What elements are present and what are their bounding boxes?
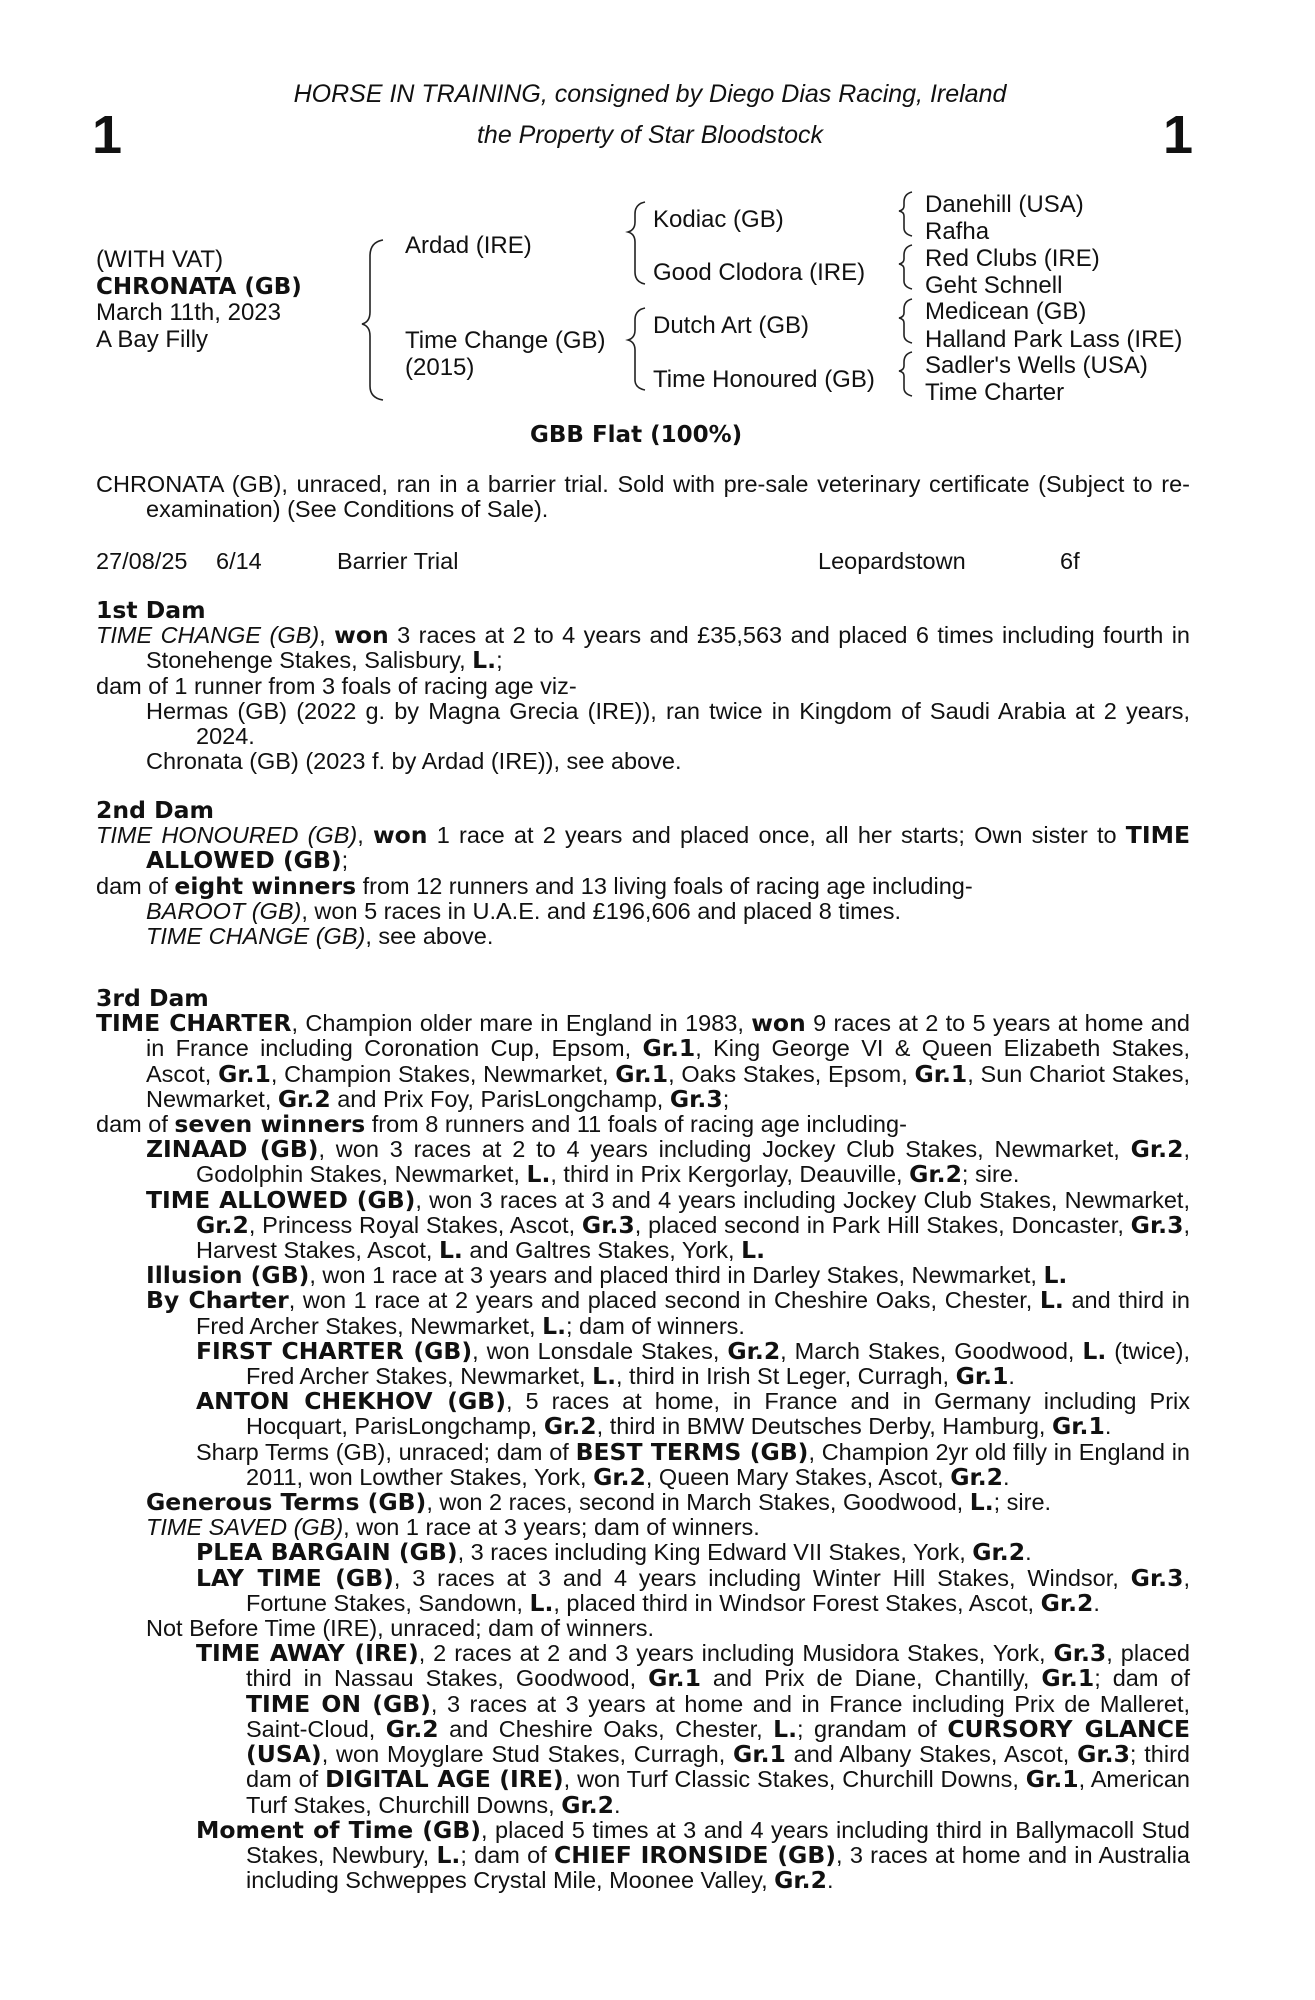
sdd-name: Geht Schnell <box>925 272 1063 299</box>
lot-number-left: 1 <box>92 105 123 165</box>
trial-venue: Leopardstown <box>818 548 966 574</box>
trial-distance: 6f <box>1060 548 1080 574</box>
third-dam-section <box>96 986 1190 1893</box>
horse-description: A Bay Filly <box>96 326 209 353</box>
property-line: the Property of Star Bloodstock <box>476 121 823 149</box>
first-dam-record: TIME CHANGE (GB), won 3 races at 2 to 4 years and £35,563 and placed 6 times including fourth in Stonehenge Stakes, Salisbury, L.; <box>96 621 1190 675</box>
sire-dam: Good Clodora (IRE) <box>653 259 866 286</box>
first-dam-produce-intro: dam of 1 runner from 3 foals of racing age viz- <box>96 672 577 699</box>
sire-name: Ardad (IRE) <box>405 232 532 259</box>
third-dam-title: 3rd Dam <box>96 984 209 1012</box>
produce-illusion: Illusion (GB), won 1 race at 3 years and placed third in Darley Stakes, Newmarket, L. <box>146 1261 1068 1290</box>
produce-sharp-terms: Sharp Terms (GB), unraced; dam of BEST TERMS (GB), Champion 2yr old filly in England in 2011, won Lowther Stakes, York, Gr.2, Queen Mary Stakes, Ascot, Gr.2. <box>196 1437 1190 1491</box>
first-dam-title: 1st Dam <box>96 596 206 624</box>
trial-date: 27/08/25 <box>96 548 188 574</box>
first-dam-section <box>96 598 1190 774</box>
produce-time-away: TIME AWAY (IRE), 2 races at 2 and 3 years including Musidora Stakes, York, Gr.3, placed third in Nassau Stakes, Goodwood, Gr.1 and Prix de Diane, Chantilly, Gr.1; dam of TIME ON (GB), 3 races at 3 years at home and in France including Prix de Malleret, Saint-Cloud, Gr.2 and Cheshire Oaks, Chester, L.; grandam of CURSORY GLANCE (USA), won Moyglare Stud Stakes, Curragh, Gr.1 and Albany Stakes, Ascot, Gr.3; third dam of DIGITAL AGE (IRE), won Turf Classic Stakes, Churchill Downs, Gr.1, American Turf Stakes, Churchill Downs, Gr.2. <box>196 1639 1191 1819</box>
horse-name: CHRONATA (GB) <box>96 274 302 300</box>
ddd-name: Time Charter <box>925 379 1065 406</box>
dam-year: (2015) <box>405 354 475 381</box>
produce-by-charter: By Charter, won 1 race at 2 years and placed second in Cheshire Oaks, Chester, L. and third in Fred Archer Stakes, Newmarket, L.; dam of winners. <box>146 1286 1190 1340</box>
dsd-name: Halland Park Lass (IRE) <box>925 326 1183 353</box>
third-dam-produce-intro: dam of seven winners from 8 runners and 11 foals of racing age including- <box>96 1110 907 1139</box>
produce-lay-time: LAY TIME (GB), 3 races at 3 and 4 years including Winter Hill Stakes, Windsor, Gr.3, Fortune Stakes, Sandown, L., placed third in Windsor Forest Stakes, Ascot, Gr.2. <box>196 1563 1190 1617</box>
produce-hermas: Hermas (GB) (2022 g. by Magna Grecia (IRE)), ran twice in Kingdom of Saudi Arabia at 2 years, 2024. <box>146 697 1190 750</box>
produce-time-saved: TIME SAVED (GB), won 1 race at 3 years; dam of winners. <box>146 1514 760 1541</box>
gbb-rating: GBB Flat (100%) <box>530 422 743 448</box>
dam-name: Time Change (GB) <box>405 327 606 354</box>
produce-zinaad: ZINAAD (GB), won 3 races at 2 to 4 years including Jockey Club Stakes, Newmarket, Gr.2, Godolphin Stakes, Newmarket, L., third in Prix Kergorlay, Deauville, Gr.2; sire. <box>146 1135 1190 1189</box>
dss-name: Medicean (GB) <box>925 298 1087 325</box>
summary-text: CHRONATA (GB), unraced, ran in a barrier trial. Sold with pre-sale veterinary certificate (Subject to re-examination) (See Conditions of Sale). <box>96 471 1190 523</box>
produce-plea-bargain: PLEA BARGAIN (GB), 3 races including King Edward VII Stakes, York, Gr.2. <box>196 1538 1032 1567</box>
consignment-line: HORSE IN TRAINING, consigned by Diego Dias Racing, Ireland <box>293 80 1007 108</box>
dam-sire: Dutch Art (GB) <box>653 312 810 339</box>
produce-chronata: Chronata (GB) (2023 f. by Ardad (IRE)), see above. <box>146 748 682 775</box>
produce-baroot: BAROOT (GB), won 5 races in U.A.E. and £196,606 and placed 8 times. <box>146 897 901 924</box>
second-dam-record: TIME HONOURED (GB), won 1 race at 2 years and placed once, all her starts; Own sister to TIME ALLOWED (GB); <box>96 821 1191 875</box>
produce-time-change: TIME CHANGE (GB), see above. <box>146 923 494 950</box>
sss-name: Danehill (USA) <box>925 191 1084 218</box>
produce-not-before-time: Not Before Time (IRE), unraced; dam of winners. <box>146 1615 655 1642</box>
lot-number-right: 1 <box>1163 105 1194 165</box>
ssd-name: Rafha <box>925 218 990 245</box>
produce-anton-chekhov: ANTON CHEKHOV (GB), 5 races at home, in France and in Germany including Prix Hocquart, ParisLongchamp, Gr.2, third in BMW Deutsches Derby, Hamburg, Gr.1. <box>196 1387 1190 1441</box>
third-dam-record: TIME CHARTER, Champion older mare in England in 1983, won 9 races at 2 to 5 years at home and in France including Coronation Cup, Epsom, Gr.1, King George VI & Queen Elizabeth Stakes, Ascot, Gr.1, Champion Stakes, Newmarket, Gr.1, Oaks Stakes, Epsom, Gr.1, Sun Chariot Stakes, Newmarket, Gr.2 and Prix Foy, ParisLongchamp, Gr.3; <box>96 1009 1190 1113</box>
produce-first-charter: FIRST CHARTER (GB), won Lonsdale Stakes, Gr.2, March Stakes, Goodwood, L. (twice), Fred Archer Stakes, Newmarket, L., third in Irish St Leger, Curragh, Gr.1. <box>196 1336 1191 1391</box>
vat-note: (WITH VAT) <box>96 246 224 273</box>
trial-position: 6/14 <box>216 548 262 574</box>
second-dam-title: 2nd Dam <box>96 796 214 824</box>
trial-type: Barrier Trial <box>337 548 459 574</box>
sire-sire: Kodiac (GB) <box>653 206 784 233</box>
sds-name: Red Clubs (IRE) <box>925 245 1100 272</box>
produce-generous-terms: Generous Terms (GB), won 2 races, second in March Stakes, Goodwood, L.; sire. <box>146 1488 1052 1517</box>
produce-moment-of-time: Moment of Time (GB), placed 5 times at 3 and 4 years including third in Ballymacoll Stud Stakes, Newbury, L.; dam of CHIEF IRONSIDE (GB), 3 races at home and in Australia including Schweppes Crystal Mile, Moonee Valley, Gr.2. <box>196 1815 1191 1895</box>
dam-dam: Time Honoured (GB) <box>653 366 875 393</box>
second-dam-section <box>96 798 1190 949</box>
second-dam-produce-intro: dam of eight winners from 12 runners and 13 living foals of racing age including- <box>96 871 973 900</box>
produce-time-allowed: TIME ALLOWED (GB), won 3 races at 3 and 4 years including Jockey Club Stakes, Newmarket, Gr.2, Princess Royal Stakes, Ascot, Gr.3, placed second in Park Hill Stakes, Doncaster, Gr.3, Harvest Stakes, Ascot, L. and Galtres Stakes, York, L. <box>146 1185 1190 1265</box>
summary <box>96 472 1190 522</box>
foaling-date: March 11th, 2023 <box>96 299 282 326</box>
dds-name: Sadler's Wells (USA) <box>925 352 1148 379</box>
